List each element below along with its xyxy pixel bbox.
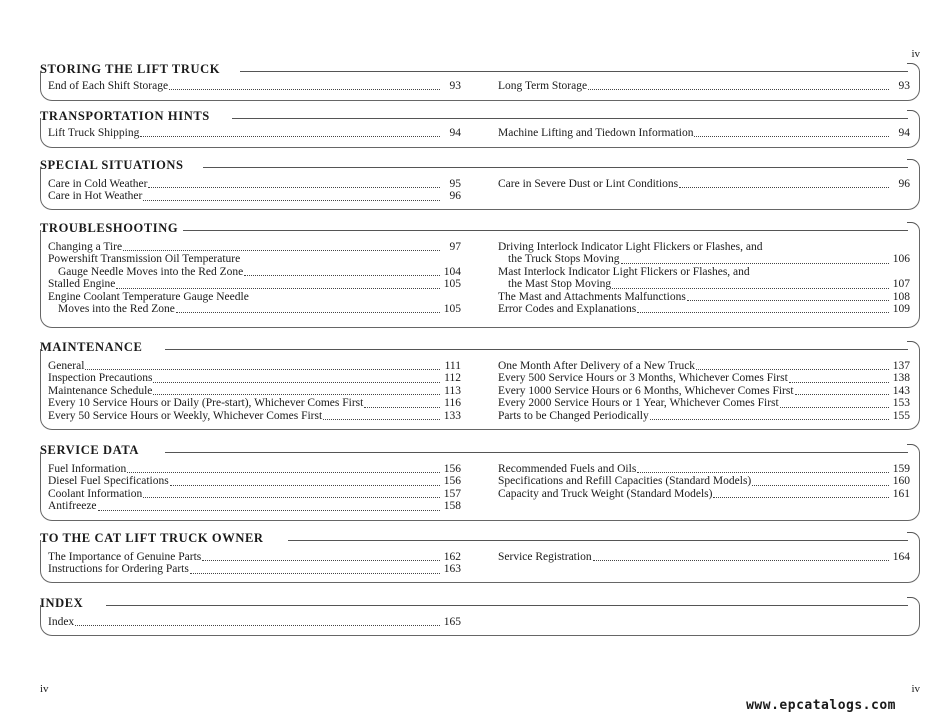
section-storing [40,62,920,92]
toc-entry[interactable]: Long Term Storage 93 [498,80,910,92]
toc-entry[interactable]: Index 165 [48,616,461,628]
page-ref: 153 [892,397,910,410]
toc-column-left [48,463,461,513]
toc-entry[interactable]: The Mast and Attachments Malfunctions 108 [498,290,910,303]
toc-entry-line[interactable]: Powershift Transmission Oil Temperature [48,253,241,266]
toc-entry-line[interactable]: Driving Interlock Indicator Light Flickers or Flashes, and [498,241,763,253]
toc-column-left [48,127,461,139]
section-title: TROUBLESHOOTING [40,221,184,236]
toc-column-left [48,616,461,628]
page-ref: 97 [449,241,461,253]
page-ref: 163 [443,563,461,576]
section-box [40,71,920,101]
toc-column-left [48,360,461,422]
toc-entry[interactable]: Parts to be Changed Periodically 155 [498,409,910,422]
section-title: INDEX [40,596,89,611]
toc-entry[interactable]: Machine Lifting and Tiedown Information 94 [498,127,910,139]
toc-entry[interactable]: Inspection Precautions 112 [48,372,461,385]
toc-column-right [498,551,910,563]
section-owner [40,531,920,576]
page-ref: 164 [892,551,910,563]
section-transportation [40,109,920,139]
toc-entry[interactable]: One Month After Delivery of a New Truck 137 [498,360,910,372]
toc-entry[interactable]: Maintenance Schedule 113 [48,384,461,397]
section-box [40,349,920,430]
page-ref: 157 [443,487,461,500]
page-ref: 93 [898,80,910,92]
section-troubleshooting [40,221,920,316]
toc-entry[interactable]: Every 500 Service Hours or 3 Months, Whichever Comes First 138 [498,372,910,385]
toc-column-right [498,241,910,315]
toc-entry[interactable]: General 111 [48,360,461,372]
toc-entry[interactable]: Error Codes and Explanations 109 [498,303,910,316]
toc-entry[interactable]: Stalled Engine 105 [48,278,461,291]
toc-entry-line[interactable]: Engine Coolant Temperature Gauge Needle [48,290,249,303]
page-ref: 137 [892,360,910,372]
watermark: www.epcatalogs.com [746,698,896,713]
page-ref: 109 [892,303,910,316]
page-ref: 94 [898,127,910,139]
toc-column-left [48,241,461,315]
section-maintenance [40,340,920,422]
page-ref: 155 [892,409,910,422]
page-ref: 111 [444,360,461,372]
toc-entry[interactable]: Instructions for Ordering Parts 163 [48,563,461,576]
section-service-data [40,443,920,513]
toc-entry[interactable]: Gauge Needle Moves into the Red Zone 104 [58,265,461,278]
toc-column-left [48,551,461,576]
toc-entry[interactable]: Lift Truck Shipping 94 [48,127,461,139]
page-ref: 112 [444,372,461,385]
page-number-bottom-left: iv [40,683,49,695]
toc-entry[interactable]: Recommended Fuels and Oils 159 [498,463,910,475]
page-ref: 143 [892,384,910,397]
toc-entry[interactable]: Every 50 Service Hours or Weekly, Whichever Comes First 133 [48,409,461,422]
page-ref: 93 [449,80,461,92]
page-ref: 133 [443,409,461,422]
toc-column-right [498,178,910,190]
section-title: STORING THE LIFT TRUCK [40,62,226,77]
toc-entry[interactable]: Capacity and Truck Weight (Standard Models) 161 [498,487,910,500]
toc-entry[interactable]: the Truck Stops Moving 106 [508,253,910,266]
page-ref: 107 [892,278,910,291]
page-ref: 96 [449,190,461,203]
toc-entry[interactable]: the Mast Stop Moving 107 [508,278,910,291]
page-ref: 116 [444,397,461,410]
section-box [40,118,920,148]
page-ref: 94 [449,127,461,139]
page-ref: 165 [443,616,461,628]
toc-column-left [48,80,461,92]
section-box [40,230,920,328]
page-ref: 104 [443,265,461,278]
section-index [40,596,920,628]
toc-column-right [498,127,910,139]
section-special-situations [40,158,920,203]
page-ref: 113 [444,384,461,397]
toc-column-right [498,463,910,500]
page-ref: 158 [443,500,461,513]
page-ref: 162 [443,551,461,563]
toc-entry[interactable]: Diesel Fuel Specifications 156 [48,475,461,488]
section-title: SPECIAL SITUATIONS [40,158,190,173]
toc-entry[interactable]: Fuel Information 156 [48,463,461,475]
page-ref: 159 [892,463,910,475]
section-title: TO THE CAT LIFT TRUCK OWNER [40,531,270,546]
page-ref: 156 [443,475,461,488]
section-title: TRANSPORTATION HINTS [40,109,216,124]
page-ref: 160 [892,475,910,488]
toc-entry[interactable]: Changing a Tire 97 [48,241,461,253]
section-title: MAINTENANCE [40,340,148,355]
toc-entry[interactable]: Antifreeze 158 [48,500,461,513]
toc-entry[interactable]: Every 10 Service Hours or Daily (Pre-start), Whichever Comes First 116 [48,397,461,410]
toc-entry[interactable]: Care in Hot Weather 96 [48,190,461,203]
section-box [40,540,920,583]
toc-entry[interactable]: The Importance of Genuine Parts 162 [48,551,461,563]
section-title: SERVICE DATA [40,443,145,458]
page-ref: 96 [898,178,910,190]
toc-entry[interactable]: Care in Cold Weather 95 [48,178,461,190]
toc-entry[interactable]: Every 2000 Service Hours or 1 Year, Whichever Comes First 153 [498,397,910,410]
section-box [40,605,920,636]
toc-entry[interactable]: Every 1000 Service Hours or 6 Months, Whichever Comes First 143 [498,384,910,397]
toc-entry[interactable]: Moves into the Red Zone 105 [58,303,461,316]
section-box [40,452,920,521]
page-number-bottom-right: iv [911,683,920,695]
toc-column-left [48,178,461,203]
toc-entry[interactable]: Care in Severe Dust or Lint Conditions 96 [498,178,910,190]
toc-entry[interactable]: Specifications and Refill Capacities (Standard Models) 160 [498,475,910,488]
toc-column-right [498,360,910,422]
section-box [40,167,920,210]
page-ref: 105 [443,278,461,291]
page-number-top: iv [911,48,920,60]
page-ref: 156 [443,463,461,475]
toc-entry[interactable]: Coolant Information 157 [48,487,461,500]
page-ref: 106 [892,253,910,266]
page-ref: 105 [443,303,461,316]
page-ref: 138 [892,372,910,385]
page-ref: 161 [892,487,910,500]
page-ref: 95 [449,178,461,190]
page-ref: 108 [892,290,910,303]
toc-entry[interactable]: Service Registration 164 [498,551,910,563]
toc-entry-line[interactable]: Mast Interlock Indicator Light Flickers or Flashes, and [498,265,750,278]
toc-column-right [498,80,910,92]
toc-entry[interactable]: End of Each Shift Storage 93 [48,80,461,92]
